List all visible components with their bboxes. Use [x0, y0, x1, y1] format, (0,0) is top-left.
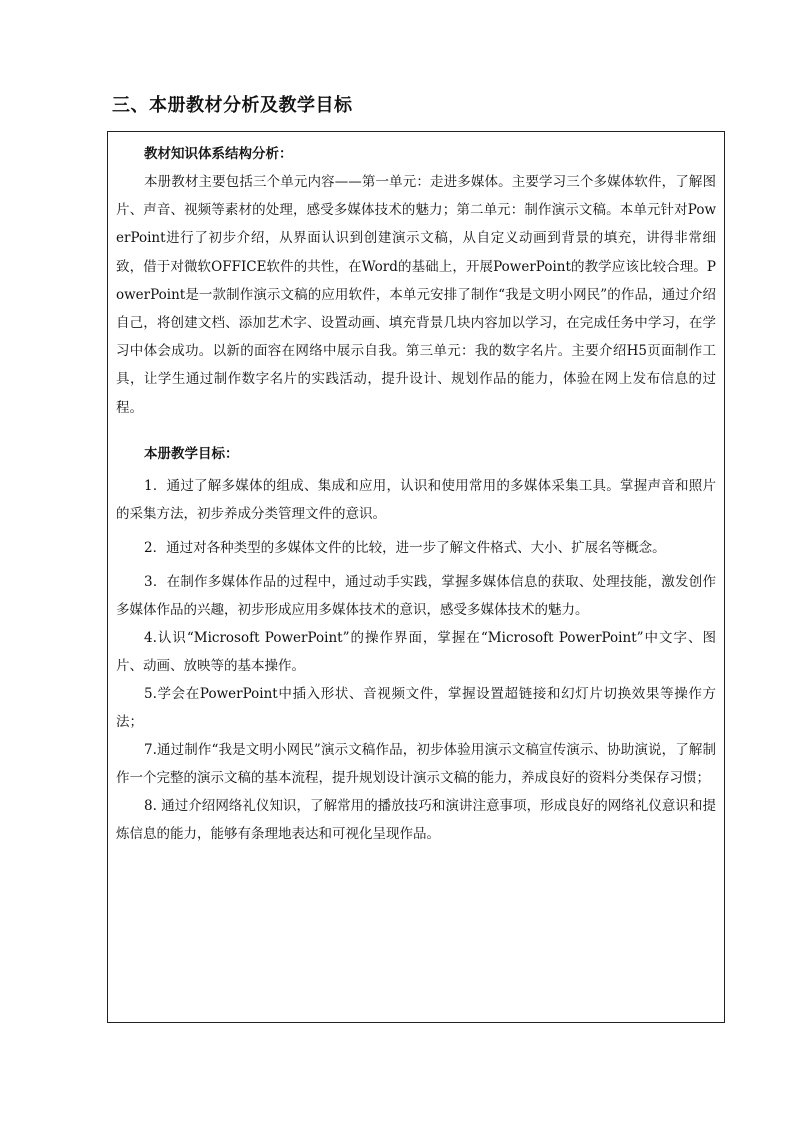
objective-item-3: 3．在制作多媒体作品的过程中，通过动手实践，掌握多媒体信息的获取、处理技能，激发创作多媒体作品的兴趣，初步形成应用多媒体技术的意识，感受多媒体技术的魅力。: [116, 573, 716, 618]
objective-item-4: 4.认识“Microsoft PowerPoint”的操作界面，掌握在“Microsoft PowerPoint”中文字、图片、动画、放映等的基本操作。: [116, 629, 716, 674]
objective-item-5: 5.学会在PowerPoint中插入形状、音视频文件，掌握设置超链接和幻灯片切换效果等操作方法；: [116, 685, 716, 730]
analysis-heading: 教材知识体系结构分析：: [144, 146, 293, 162]
objectives-heading: 本册教学目标：: [144, 445, 239, 462]
analysis-paragraph: 本册教材主要包括三个单元内容——第一单元：走进多媒体。主要学习三个多媒体软件，了解图片、声音、视频等素材的处理，感受多媒体技术的魅力；第二单元：制作演示文稿。本单元针对PowerPoint进行了初步介绍，从界面认识到创建演示文稿，从自定义动画到背景的填充，讲得非常细致，借于对微软OFFICE软件的共性，在Word的基础上，开展PowerPoint的教学应该比较合理。PowerPoint是一款制作演示文稿的应用软件，本单元安排了制作“我是文明小网民”的作品，通过介绍自己，将创建文档、添加艺术字、设置动画、填充背景几块内容加以学习，在完成任务中学习，在学习中体会成功。以新的面容在网络中展示自我。第三单元：我的数字名片。主要介绍H5页面制作工具，让学生通过制作数字名片的实践活动，提升设计、规划作品的能力，体验在网上发布信息的过程。: [116, 174, 716, 416]
page-title: 三、本册教材分析及教学目标: [112, 95, 353, 116]
content-table-cell: [107, 131, 725, 1023]
objectives-list: [116, 472, 716, 848]
objective-item-7: 7.通过制作“我是文明小网民”演示文稿作品，初步体验用演示文稿宣传演示、协助演说，了解制作一个完整的演示文稿的基本流程，提升规划设计演示文稿的能力，养成良好的资料分类保存习惯；: [116, 741, 716, 786]
objective-item-1: 1．通过了解多媒体的组成、集成和应用，认识和使用常用的多媒体采集工具。掌握声音和照片的采集方法，初步养成分类管理文件的意识。: [116, 477, 716, 522]
objective-item-2: 2．通过对各种类型的多媒体文件的比较，进一步了解文件格式、大小、扩展名等概念。: [144, 539, 666, 556]
objective-item-8: 8. 通过介绍网络礼仪知识，了解常用的播放技巧和演讲注意事项，形成良好的网络礼仪意识和提炼信息的能力，能够有条理地表达和可视化呈现作品。: [116, 797, 716, 842]
